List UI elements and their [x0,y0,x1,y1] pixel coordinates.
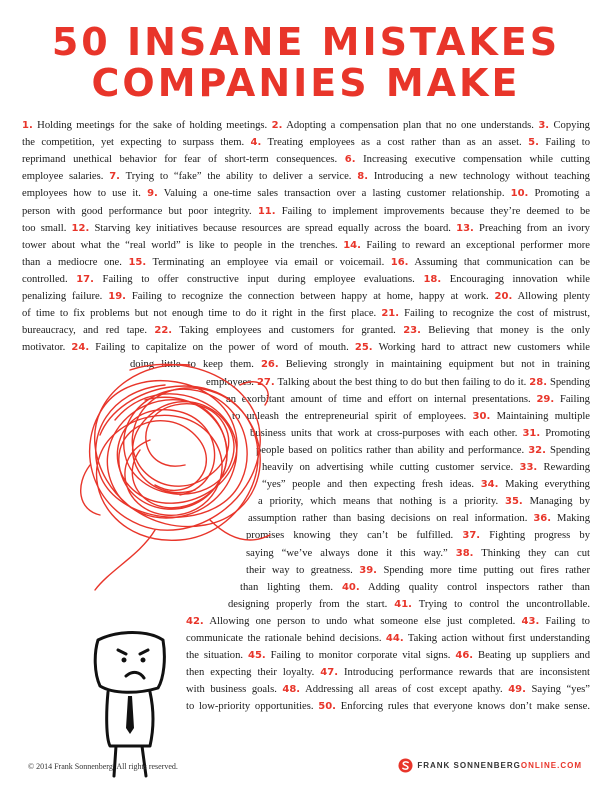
text-line: business units that work at cross-purposes with each other. 31. Promoting [250,427,590,439]
item-number: 25. [354,342,373,354]
text-line: a priority, which means that nothing is a priority. 35. Managing by [258,496,590,508]
text-line: designing properly from the start. 41. Trying to control the uncontrollable. [228,598,590,610]
text-line: penalizing failure. 19. Failing to recognize the connection between happy at home, happy at work. 20. Allowing plenty [22,291,590,302]
item-number: 50. [318,701,336,713]
item-number: 32. [528,444,546,456]
copyright-notice: © 2014 Frank Sonnenberg. All rights reserved. [28,762,178,771]
item-number: 20. [494,291,513,302]
text-line: the situation. 45. Failing to monitor corporate vital signs. 46. Beating up suppliers and [186,650,590,662]
text-line: with business goals. 48. Addressing all areas of cost except apathy. 49. Saying “yes” [186,684,590,696]
text-line: assumption rather than basing decisions on real information. 36. Making [248,513,590,525]
brand-logo-icon [398,758,413,773]
item-number: 47. [320,667,338,679]
text-line: person with good performance but poor integrity. 11. Failing to implement improvements because they’re deemed to be [22,205,590,217]
item-number: 40. [341,581,360,593]
text-line: doing little to keep them. 26. Believing strongly in maintaining equipment but not in training [130,359,590,371]
item-number: 17. [76,273,94,285]
page-title-line-2: COMPANIES MAKE [91,61,521,105]
item-number: 19. [108,291,126,302]
item-number: 7. [109,171,120,183]
text-line: bureaucracy, and red tape. 22. Taking employees and customers for granted. 23. Believing that money is the only [22,325,590,337]
item-number: 10. [510,188,529,200]
item-number: 15. [128,256,147,268]
text-line: employees. 27. Talking about the best thing to do but then failing to do it. 28. Spending [206,376,590,388]
item-number: 48. [282,684,301,696]
item-number: 18. [423,273,442,285]
item-number: 38. [455,547,474,559]
text-line: employees how to use it. 9. Valuing a one-time sales transaction over a lasting customer relationship. 10. Promoting a [22,188,591,200]
item-number: 13. [456,222,474,234]
item-number: 5. [528,137,539,149]
item-number: 3. [538,120,550,131]
item-number: 27. [256,376,275,388]
item-number: 22. [154,325,173,337]
item-number: 33. [519,462,538,473]
item-number: 29. [536,393,555,405]
item-number: 49. [508,684,526,696]
text-line: employee salaries. 7. Trying to “fake” the ability to deliver a service. 8. Introducing a new technology without teaching [22,171,590,183]
text-line: 1. Holding meetings for the sake of holding meetings. 2. Adopting a compensation plan that no one understands. 3. Copying [22,120,590,131]
item-number: 1. [22,120,33,131]
item-number: 6. [344,154,356,166]
text-line: an exorbitant amount of time and effort on internal presentations. 29. Failing [226,393,590,405]
item-number: 37. [462,530,481,542]
page-title-line-1: 50 INSANE MISTAKES [51,20,561,64]
item-number: 39. [359,564,377,576]
text-line: the competition, yet expecting to surpass them. 4. Treating employees as a cost rather than as an asset. 5. Failing to [22,137,591,149]
item-number: 14. [343,239,361,251]
item-number: 21. [381,308,400,320]
frowning-stick-figure-illustration [88,628,173,778]
text-line: 42. Allowing one person to undo what someone else just completed. 43. Failing to [186,615,590,627]
item-number: 12. [71,222,90,234]
item-number: 34. [480,479,499,491]
text-line: than lighting them. 40. Adding quality control inspectors rather than [240,581,590,593]
text-line: “yes” people and then expecting fresh ideas. 34. Making everything [262,479,590,491]
text-line: reprimand unethical behavior for fear of short-term consequences. 6. Increasing executive compensation while cutting [22,154,591,166]
text-line: promises knowing they can’t be fulfilled. 37. Fighting progress by [246,530,590,542]
item-number: 35. [504,496,523,508]
text-line: to unleash the entrepreneurial spirit of employees. 30. Maintaining multiple [232,410,591,422]
item-number: 26. [260,359,279,371]
item-number: 36. [533,513,552,525]
item-number: 23. [403,325,421,337]
item-number: 30. [472,410,491,422]
item-number: 9. [147,188,158,200]
text-line: motivator. 24. Failing to capitalize on the power of word of mouth. 25. Working hard to attract new customers while [22,342,591,354]
item-number: 2. [271,120,283,131]
item-number: 44. [385,633,404,644]
item-number: 8. [357,171,369,183]
item-number: 43. [521,615,540,627]
item-number: 41. [394,598,412,610]
text-line: tower about what the “real world” is like to people in the trenches. 14. Failing to reward an exceptional performer more [22,239,590,251]
text-line: controlled. 17. Failing to offer constructive input during employee evaluations. 18. Encouraging innovation while [22,273,590,285]
text-line: then expecting their loyalty. 47. Introducing performance rewards that are inconsistent [186,667,590,679]
site-brand[interactable] [398,757,582,773]
item-number: 16. [390,256,409,268]
text-line: of time to fix problems but not enough time to do it right in the first place. 21. Failing to recognize the cost of mistrust, [22,308,590,320]
text-line: people based on politics rather than ability and performance. 32. Spending [256,444,590,456]
item-number: 28. [529,376,547,388]
brand-name [417,761,582,770]
text-line: communicate the rationale behind decisions. 44. Taking action without first understanding [186,633,590,644]
item-number: 42. [186,615,204,627]
item-number: 31. [522,427,541,439]
item-number: 24. [71,342,90,354]
item-number: 4. [250,137,262,149]
text-line: than a mediocre one. 15. Terminating an employee via email or voicemail. 16. Assuming that communication can be [22,256,591,268]
item-number: 46. [455,650,474,662]
item-number: 45. [247,650,266,662]
brand-name-part-1: FRANK SONNENBERG [417,760,521,770]
text-line: saying “we’ve always done it this way.” 38. Thinking they can cut [246,547,590,559]
text-line: heavily on advertising while cutting customer service. 33. Rewarding [262,462,590,473]
brand-name-part-2: ONLINE.COM [520,760,582,770]
text-line: to low-priority opportunities. 50. Enforcing rules that everyone knows don’t make sense. [186,701,591,713]
text-line: too small. 12. Starving key initiatives because resources are spread equally across the board. 13. Preaching from an ivory [22,222,590,234]
red-scribble-illustration [70,345,285,600]
item-number: 11. [257,205,276,217]
text-line: their way to greatness. 39. Spending more time putting out fires rather [246,564,590,576]
